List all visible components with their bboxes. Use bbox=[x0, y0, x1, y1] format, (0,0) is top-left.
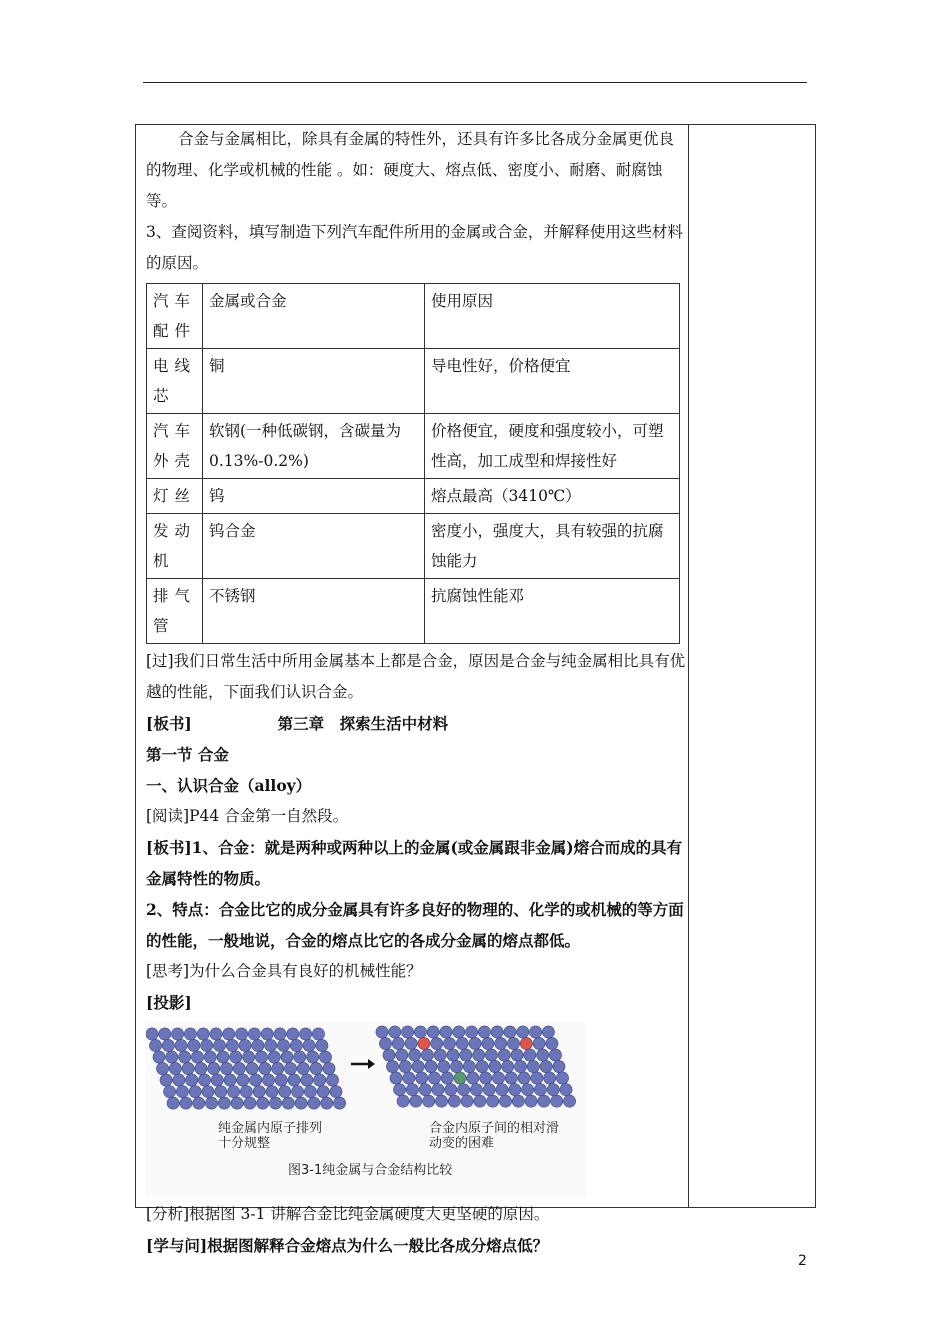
table-row bbox=[147, 479, 680, 514]
atom bbox=[188, 1039, 200, 1051]
atom bbox=[240, 1086, 252, 1098]
atom bbox=[414, 1026, 426, 1038]
atom bbox=[485, 1049, 497, 1061]
atom bbox=[257, 1097, 269, 1109]
pure-metal-lattice bbox=[146, 1028, 346, 1109]
atom bbox=[466, 1026, 478, 1038]
atom bbox=[146, 1028, 158, 1040]
atom bbox=[431, 1037, 443, 1049]
atom bbox=[467, 1072, 479, 1084]
atom bbox=[560, 1084, 572, 1096]
atom bbox=[288, 1074, 300, 1086]
atom bbox=[394, 1084, 406, 1096]
atom bbox=[438, 1060, 450, 1072]
atom bbox=[489, 1060, 501, 1072]
atom bbox=[517, 1026, 529, 1038]
atom-structure-figure bbox=[146, 1022, 586, 1197]
atom bbox=[255, 1051, 267, 1063]
atom bbox=[175, 1039, 187, 1051]
atom bbox=[275, 1074, 287, 1086]
atom bbox=[549, 1049, 561, 1061]
atom bbox=[463, 1060, 475, 1072]
atom bbox=[421, 1049, 433, 1061]
atom bbox=[160, 1074, 172, 1086]
atom bbox=[243, 1051, 255, 1063]
atom bbox=[182, 1062, 194, 1074]
atom bbox=[450, 1060, 462, 1072]
atom bbox=[476, 1060, 488, 1072]
atom bbox=[531, 1072, 543, 1084]
table-header-cell: 汽车配件 bbox=[147, 284, 203, 349]
atom bbox=[540, 1060, 552, 1072]
lesson-content bbox=[146, 124, 686, 1261]
atom bbox=[491, 1026, 503, 1038]
atom bbox=[533, 1037, 545, 1049]
table-row bbox=[147, 579, 680, 644]
atom bbox=[512, 1095, 524, 1107]
atom bbox=[215, 1086, 227, 1098]
paragraph-question: [学与问]根据图解释合金熔点为什么一般比各成分熔点低？ bbox=[146, 1236, 549, 1255]
table-cell: 灯丝 bbox=[147, 479, 203, 514]
atom bbox=[544, 1072, 556, 1084]
atom bbox=[435, 1095, 447, 1107]
atom bbox=[333, 1097, 345, 1109]
atom bbox=[312, 1028, 324, 1040]
atom bbox=[193, 1097, 205, 1109]
atom bbox=[274, 1028, 286, 1040]
atom bbox=[202, 1086, 214, 1098]
atom bbox=[220, 1062, 232, 1074]
atom bbox=[425, 1060, 437, 1072]
atom bbox=[297, 1062, 309, 1074]
atom bbox=[504, 1026, 516, 1038]
atom bbox=[495, 1037, 507, 1049]
atom bbox=[556, 1072, 568, 1084]
table-row bbox=[147, 414, 680, 479]
atom bbox=[250, 1074, 262, 1086]
atom bbox=[412, 1060, 424, 1072]
atom bbox=[447, 1049, 459, 1061]
atom bbox=[265, 1039, 277, 1051]
atom bbox=[184, 1028, 196, 1040]
subsection-title: 一、认识合金（alloy） bbox=[146, 776, 312, 795]
atom bbox=[244, 1097, 256, 1109]
atom bbox=[406, 1084, 418, 1096]
table-cell: 排气管 bbox=[147, 579, 203, 644]
atom bbox=[204, 1051, 216, 1063]
atom bbox=[416, 1072, 428, 1084]
atom bbox=[261, 1028, 273, 1040]
atom bbox=[445, 1084, 457, 1096]
figure-caption: 图3-1纯金属与合金结构比较 bbox=[288, 1163, 453, 1178]
atom bbox=[496, 1084, 508, 1096]
atom bbox=[310, 1062, 322, 1074]
paragraph-task-3: 3、查阅资料，填写制造下列汽车配件所用的金属或合金，并解释使用这些材料的原因。 bbox=[146, 223, 683, 272]
table-header-row bbox=[147, 284, 680, 349]
atom bbox=[474, 1095, 486, 1107]
table-header-cell: 使用原因 bbox=[425, 284, 680, 349]
atom bbox=[511, 1049, 523, 1061]
atom bbox=[164, 1086, 176, 1098]
atom bbox=[326, 1074, 338, 1086]
atom bbox=[507, 1037, 519, 1049]
atom bbox=[217, 1051, 229, 1063]
table-cell: 熔点最高（3410℃） bbox=[425, 479, 680, 514]
atom bbox=[469, 1037, 481, 1049]
atom bbox=[226, 1039, 238, 1051]
table-cell: 价格便宜，硬度和强度较小，可塑性高，加工成型和焊接性好 bbox=[425, 414, 680, 479]
atom bbox=[480, 1072, 492, 1084]
atom bbox=[502, 1060, 514, 1072]
atom bbox=[201, 1039, 213, 1051]
table-cell: 钨 bbox=[203, 479, 425, 514]
atom bbox=[300, 1028, 312, 1040]
atom bbox=[259, 1062, 271, 1074]
atom bbox=[390, 1072, 402, 1084]
atom bbox=[180, 1097, 192, 1109]
atom bbox=[314, 1074, 326, 1086]
atom bbox=[383, 1049, 395, 1061]
atom bbox=[191, 1051, 203, 1063]
atom bbox=[397, 1095, 409, 1107]
paragraph-analysis: [分析]根据图 3-1 讲解合金比纯金属硬度大更坚硬的原因。 bbox=[146, 1205, 550, 1223]
atom bbox=[153, 1051, 165, 1063]
atom bbox=[483, 1084, 495, 1096]
atom bbox=[279, 1086, 291, 1098]
left-label-line-2: 十分规整 bbox=[218, 1136, 271, 1151]
atom bbox=[162, 1039, 174, 1051]
atom bbox=[460, 1049, 472, 1061]
column-divider bbox=[688, 125, 689, 1207]
atom bbox=[432, 1084, 444, 1096]
atom-structure-diagram bbox=[146, 1022, 586, 1197]
atom bbox=[252, 1039, 264, 1051]
atom bbox=[410, 1095, 422, 1107]
left-label-line-1: 纯金属内原子排列 bbox=[218, 1121, 323, 1136]
atom bbox=[527, 1060, 539, 1072]
atom bbox=[262, 1074, 274, 1086]
atom bbox=[237, 1074, 249, 1086]
atom bbox=[534, 1084, 546, 1096]
atom bbox=[317, 1086, 329, 1098]
paragraph-reading: [阅读]P44 合金第一自然段。 bbox=[146, 807, 349, 825]
board-heading bbox=[146, 708, 686, 739]
atom bbox=[281, 1051, 293, 1063]
atom bbox=[197, 1028, 209, 1040]
atom bbox=[287, 1028, 299, 1040]
atom bbox=[195, 1062, 207, 1074]
atom bbox=[231, 1097, 243, 1109]
atom bbox=[239, 1039, 251, 1051]
atom bbox=[321, 1097, 333, 1109]
paragraph-alloy-definition: [板书]1、合金：就是两种或两种以上的金属(或金属跟非金属)熔合而成的具有金属特性的物质。 bbox=[146, 838, 683, 888]
atom bbox=[379, 1037, 391, 1049]
atom bbox=[149, 1039, 161, 1051]
atom bbox=[223, 1028, 235, 1040]
right-label-line-1: 合金内原子间的相对滑 bbox=[429, 1121, 560, 1136]
atom bbox=[307, 1051, 319, 1063]
atom bbox=[173, 1074, 185, 1086]
atom bbox=[295, 1097, 307, 1109]
atom bbox=[542, 1026, 554, 1038]
atom bbox=[224, 1074, 236, 1086]
atom bbox=[405, 1037, 417, 1049]
atom bbox=[546, 1037, 558, 1049]
atom bbox=[456, 1037, 468, 1049]
atom bbox=[208, 1062, 220, 1074]
atom bbox=[211, 1074, 223, 1086]
atom bbox=[498, 1049, 510, 1061]
page-number: 2 bbox=[798, 1253, 807, 1269]
table-cell: 发动机 bbox=[147, 514, 203, 579]
atom bbox=[230, 1051, 242, 1063]
atom bbox=[492, 1072, 504, 1084]
table-cell: 软钢(一种低碳钢，含碳量为0.13%-0.2%) bbox=[203, 414, 425, 479]
atom bbox=[266, 1086, 278, 1098]
atom bbox=[403, 1072, 415, 1084]
table-cell: 铜 bbox=[203, 349, 425, 414]
table-row bbox=[147, 349, 680, 414]
table-cell: 汽车外壳 bbox=[147, 414, 203, 479]
atom bbox=[441, 1072, 453, 1084]
atom bbox=[470, 1084, 482, 1096]
atom bbox=[392, 1037, 404, 1049]
atom bbox=[553, 1060, 565, 1072]
board-tag: [板书] bbox=[146, 714, 192, 733]
atom bbox=[423, 1095, 435, 1107]
atom bbox=[428, 1072, 440, 1084]
atom bbox=[530, 1026, 542, 1038]
arrow-icon bbox=[351, 1059, 375, 1069]
atom bbox=[499, 1095, 511, 1107]
table-cell: 不锈钢 bbox=[203, 579, 425, 644]
atom bbox=[290, 1039, 302, 1051]
atom bbox=[434, 1049, 446, 1061]
atom bbox=[301, 1074, 313, 1086]
atom bbox=[461, 1095, 473, 1107]
atom bbox=[386, 1060, 398, 1072]
atom bbox=[396, 1049, 408, 1061]
table-cell: 导电性好，价格便宜 bbox=[425, 349, 680, 414]
atom bbox=[538, 1095, 550, 1107]
atom bbox=[473, 1049, 485, 1061]
atom bbox=[551, 1095, 563, 1107]
atom bbox=[198, 1074, 210, 1086]
atom bbox=[210, 1028, 222, 1040]
atom bbox=[440, 1026, 452, 1038]
atom bbox=[427, 1026, 439, 1038]
atom bbox=[443, 1037, 455, 1049]
atom bbox=[166, 1051, 178, 1063]
paragraph-transition: [过]我们日常生活中所用金属基本上都是合金，原因是合金与纯金属相比具有优越的性能，下面我们认识合金。 bbox=[146, 652, 686, 701]
atom bbox=[159, 1028, 171, 1040]
atom bbox=[236, 1028, 248, 1040]
atom bbox=[233, 1062, 245, 1074]
table-cell: 密度小，强度大，具有较强的抗腐蚀能力 bbox=[425, 514, 680, 579]
solute-atom bbox=[454, 1072, 466, 1084]
atom bbox=[272, 1062, 284, 1074]
atom bbox=[514, 1060, 526, 1072]
table-header-cell: 金属或合金 bbox=[203, 284, 425, 349]
atom bbox=[284, 1062, 296, 1074]
atom bbox=[186, 1074, 198, 1086]
atom bbox=[213, 1039, 225, 1051]
atom bbox=[304, 1086, 316, 1098]
atom bbox=[509, 1084, 521, 1096]
atom bbox=[303, 1039, 315, 1051]
atom bbox=[277, 1039, 289, 1051]
paragraph-alloy-features: 2、特点：合金比它的成分金属具有许多良好的物理的、化学的或机械的等方面的性能，一般地说，合金的熔点比它的各成分金属的熔点都低。 bbox=[146, 900, 684, 950]
table-cell: 电线芯 bbox=[147, 349, 203, 414]
atom bbox=[246, 1062, 258, 1074]
atom bbox=[156, 1062, 168, 1074]
atom bbox=[402, 1026, 414, 1038]
atom bbox=[189, 1086, 201, 1098]
atom bbox=[218, 1097, 230, 1109]
atom bbox=[172, 1028, 184, 1040]
atom bbox=[319, 1051, 331, 1063]
solute-atom bbox=[418, 1037, 430, 1049]
table-cell: 抗腐蚀性能邓 bbox=[425, 579, 680, 644]
atom bbox=[524, 1049, 536, 1061]
atom bbox=[525, 1095, 537, 1107]
atom bbox=[547, 1084, 559, 1096]
atom bbox=[399, 1060, 411, 1072]
atom bbox=[253, 1086, 265, 1098]
atom bbox=[419, 1084, 431, 1096]
atom bbox=[292, 1086, 304, 1098]
atom bbox=[448, 1095, 460, 1107]
section-title: 第一节 合金 bbox=[146, 745, 229, 764]
alloy-lattice bbox=[376, 1026, 576, 1107]
atom bbox=[323, 1062, 335, 1074]
paragraph-alloy-properties: 合金与金属相比，除具有金属的特性外，还具有许多比各成分金属更优良的物理、化学或机械的性能 。如：硬度大、熔点低、密度小、耐磨、耐腐蚀等。 bbox=[146, 130, 675, 210]
atom bbox=[453, 1026, 465, 1038]
atom bbox=[268, 1051, 280, 1063]
chapter-title: 第三章 探索生活中材料 bbox=[277, 714, 449, 733]
atom bbox=[522, 1084, 534, 1096]
atom bbox=[176, 1086, 188, 1098]
atom bbox=[316, 1039, 328, 1051]
atom bbox=[179, 1051, 191, 1063]
atom bbox=[205, 1097, 217, 1109]
atom bbox=[228, 1086, 240, 1098]
atom bbox=[487, 1095, 499, 1107]
atom bbox=[308, 1097, 320, 1109]
car-parts-table bbox=[146, 283, 680, 644]
table-cell: 钨合金 bbox=[203, 514, 425, 579]
atom bbox=[518, 1072, 530, 1084]
paragraph-projection: [投影] bbox=[146, 993, 192, 1012]
atom bbox=[269, 1097, 281, 1109]
atom bbox=[330, 1086, 342, 1098]
atom bbox=[248, 1028, 260, 1040]
atom bbox=[167, 1097, 179, 1109]
atom bbox=[478, 1026, 490, 1038]
atom bbox=[458, 1084, 470, 1096]
atom bbox=[282, 1097, 294, 1109]
solute-atom bbox=[520, 1037, 532, 1049]
atom bbox=[482, 1037, 494, 1049]
atom bbox=[563, 1095, 575, 1107]
atom bbox=[389, 1026, 401, 1038]
atom bbox=[537, 1049, 549, 1061]
right-label-line-2: 动变的困难 bbox=[429, 1136, 495, 1151]
paragraph-think: [思考]为什么合金具有良好的机械性能？ bbox=[146, 962, 422, 980]
atom bbox=[376, 1026, 388, 1038]
header-rule bbox=[143, 82, 807, 83]
atom bbox=[169, 1062, 181, 1074]
atom bbox=[294, 1051, 306, 1063]
atom bbox=[409, 1049, 421, 1061]
table-row bbox=[147, 514, 680, 579]
atom bbox=[505, 1072, 517, 1084]
